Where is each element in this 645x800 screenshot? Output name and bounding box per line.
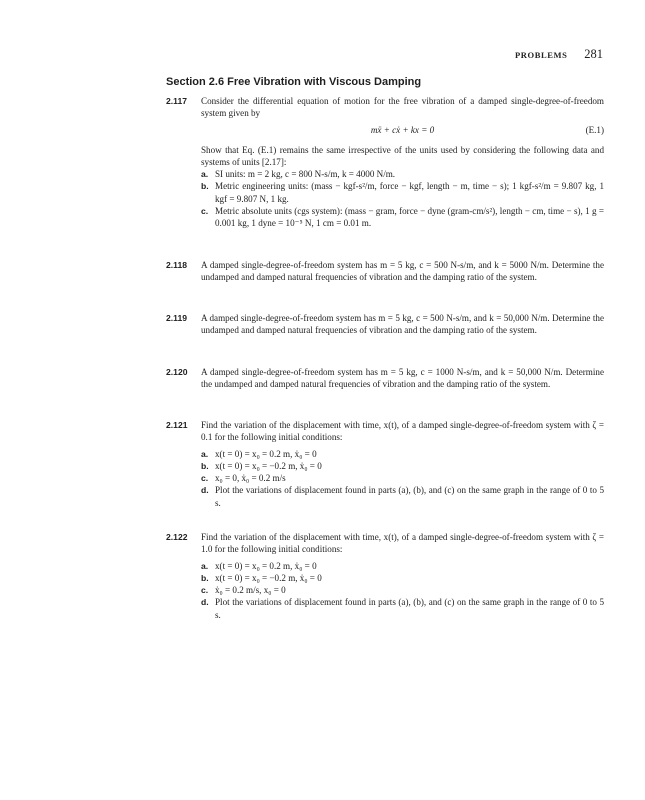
sub-item-text: x(t = 0) = x₀ = 0.2 m, ẋ₀ = 0 xyxy=(215,560,317,571)
problem-number: 2.117 xyxy=(166,96,188,106)
sub-item-label: d. xyxy=(201,597,209,608)
running-head-label: PROBLEMS xyxy=(514,50,568,60)
sub-item-text: Metric engineering units: (mass − kgf-s²/m, force − kgf, length − m, time − s); 1 kgf-s²/m = 9.807 kg, 1 kgf = 9.807 N, 1 kg. xyxy=(215,181,604,204)
sub-item-list xyxy=(201,448,604,509)
sub-item-label: b. xyxy=(201,181,209,192)
sub-item xyxy=(201,484,604,509)
problem-2-117 xyxy=(166,95,604,230)
problem-text: A damped single-degree-of-freedom system has m = 5 kg, c = 500 N-s/m, and k = 50,000 N/m. Determine the undamped and damped natural frequencies of vibration and the damping ratio of the system. xyxy=(201,313,604,336)
sub-item xyxy=(201,180,604,205)
problem-number: 2.119 xyxy=(166,313,188,323)
problem-text: A damped single-degree-of-freedom system has m = 5 kg, c = 1000 N-s/m, and k = 50,000 N/m. Determine the undamped and damped natural frequencies of vibration and the damping ratio of the system. xyxy=(201,367,604,390)
sub-item-label: c. xyxy=(201,585,209,596)
problem-text: A damped single-degree-of-freedom system has m = 5 kg, c = 500 N-s/m, and k = 5000 N/m. Determine the undamped and damped natural frequencies of vibration and the damping ratio of the system. xyxy=(201,260,604,283)
sub-item-text: x(t = 0) = x₀ = −0.2 m, ẋ₀ = 0 xyxy=(215,572,322,583)
problem-2-121 xyxy=(166,419,604,509)
problem-number: 2.122 xyxy=(166,532,188,542)
problem-2-119 xyxy=(166,312,604,337)
sub-item xyxy=(201,472,604,484)
problem-2-118 xyxy=(166,259,604,284)
problem-number: 2.118 xyxy=(166,260,188,270)
problem-text: Show that Eq. (E.1) remains the same irrespective of the units used by considering the following data and systems of units [2.17]: xyxy=(201,144,604,167)
sub-item-label: b. xyxy=(201,460,209,471)
sub-item xyxy=(201,205,604,230)
sub-item-label: c. xyxy=(201,473,209,484)
problem-number: 2.120 xyxy=(166,367,188,377)
equation-row xyxy=(201,124,604,138)
sub-item-text: x(t = 0) = x₀ = −0.2 m, ẋ₀ = 0 xyxy=(215,460,322,471)
problem-2-122 xyxy=(166,531,604,621)
sub-item xyxy=(201,448,604,460)
sub-item-label: a. xyxy=(201,560,209,571)
problem-intro: Consider the differential equation of motion for the free vibration of a damped single-degree-of-freedom system given by xyxy=(201,96,604,119)
sub-item-text: Plot the variations of displacement found in parts (a), (b), and (c) on the same graph in the range of 0 to 5 s. xyxy=(215,597,604,620)
sub-item-list xyxy=(201,560,604,621)
sub-item-text: x₀ = 0, ẋ₀ = 0.2 m/s xyxy=(215,473,286,484)
sub-item-text: Plot the variations of displacement found in parts (a), (b), and (c) on the same graph in the range of 0 to 5 s. xyxy=(215,485,604,508)
problem-number: 2.121 xyxy=(166,420,188,430)
sub-item-text: Metric absolute units (cgs system): (mass − gram, force − dyne (gram-cm/s²), length − cm, time − s), 1 g = 0.001 kg, 1 dyne = 10⁻⁵ N, 1 cm = 0.01 m. xyxy=(215,206,604,229)
sub-item-label: a. xyxy=(201,169,209,180)
sub-item xyxy=(201,584,604,596)
sub-item-text: SI units: m = 2 kg, c = 800 N-s/m, k = 4000 N/m. xyxy=(215,169,396,180)
sub-item-text: x(t = 0) = x₀ = 0.2 m, ẋ₀ = 0 xyxy=(215,448,317,459)
problem-intro: Find the variation of the displacement with time, x(t), of a damped single-degree-of-freedom system with ζ = 0.1 for the following initial conditions: xyxy=(201,420,604,443)
equation-tag: (E.1) xyxy=(585,124,604,135)
sub-item-label: a. xyxy=(201,448,209,459)
sub-item xyxy=(201,572,604,584)
sub-item-list xyxy=(201,168,604,229)
equation: mẍ + cẋ + kx = 0 xyxy=(370,124,435,135)
sub-item xyxy=(201,168,604,180)
section-title: Section 2.6 Free Vibration with Viscous Damping xyxy=(166,76,422,88)
sub-item xyxy=(201,560,604,572)
problem-intro: Find the variation of the displacement with time, x(t), of a damped single-degree-of-freedom system with ζ = 1.0 for the following initial conditions: xyxy=(201,532,604,555)
sub-item-label: b. xyxy=(201,572,209,583)
sub-item-text: ẋ₀ = 0.2 m/s, x₀ = 0 xyxy=(215,585,286,596)
problem-2-120 xyxy=(166,366,604,391)
sub-item-label: d. xyxy=(201,485,209,496)
running-head xyxy=(515,47,603,62)
page-number: 281 xyxy=(584,47,603,61)
sub-item-label: c. xyxy=(201,206,209,217)
sub-item xyxy=(201,460,604,472)
sub-item xyxy=(201,596,604,621)
